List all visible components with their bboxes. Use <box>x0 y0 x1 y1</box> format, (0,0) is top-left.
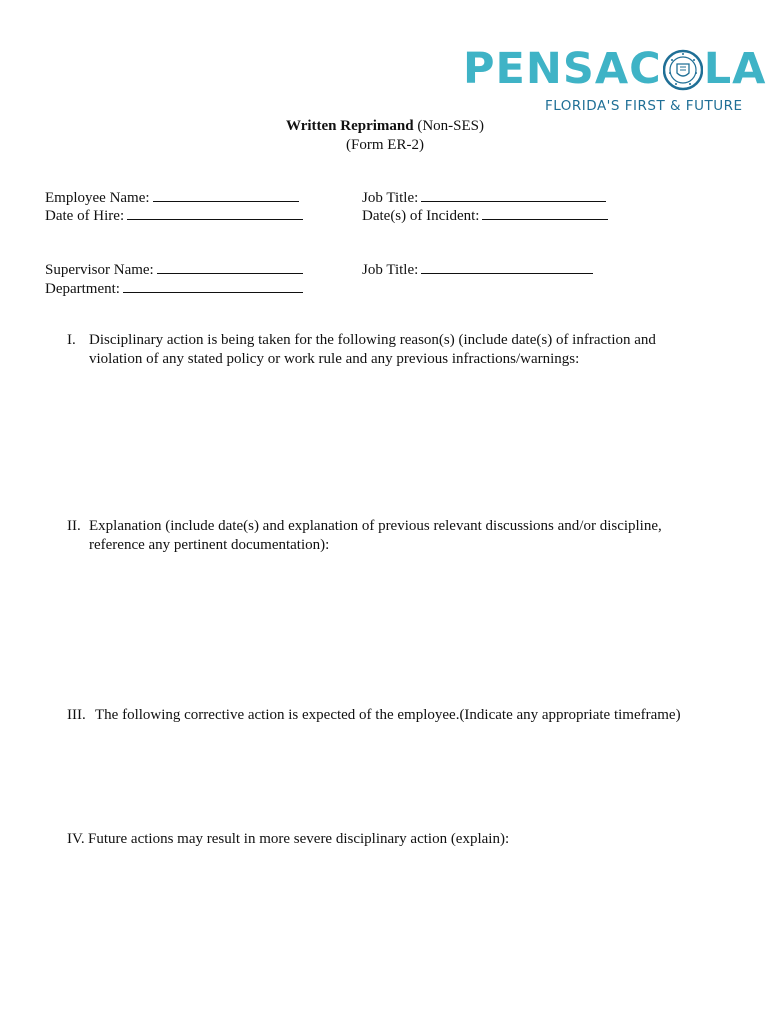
employee-name-label: Employee Name: <box>45 190 150 206</box>
section-2-text-line2: reference any pertinent documentation): <box>89 537 330 553</box>
section-3 <box>67 706 727 725</box>
dates-of-incident-label: Date(s) of Incident: <box>362 208 480 224</box>
title-main: Written Reprimand <box>285 118 414 134</box>
logo-word-left: PENSAC <box>463 44 662 94</box>
form-number: (Form ER-2) <box>346 137 424 153</box>
job-title-field <box>362 188 606 207</box>
section-1-response-area[interactable] <box>67 372 707 502</box>
section-2-response-area[interactable] <box>67 558 707 688</box>
dates-of-incident-field <box>362 206 608 225</box>
form-title <box>0 117 770 155</box>
job-title-label: Job Title: <box>362 190 419 206</box>
pensacola-logo <box>463 44 767 120</box>
section-4 <box>67 830 707 849</box>
logo-word-right: LA <box>703 44 767 94</box>
job-title-line[interactable] <box>421 188 606 202</box>
section-4-response-area[interactable] <box>67 852 707 1002</box>
section-3-response-area[interactable] <box>67 728 707 823</box>
section-3-text: The following corrective action is expected of the employee.(Indicate any appropriate timeframe) <box>95 707 681 723</box>
employee-name-field <box>45 188 299 207</box>
date-of-hire-field <box>45 206 303 225</box>
section-2-number: II. <box>67 518 81 534</box>
city-seal-icon <box>663 46 703 92</box>
department-label: Department: <box>45 281 120 297</box>
section-2 <box>67 517 707 555</box>
section-3-number: III. <box>67 707 86 723</box>
section-1-number: I. <box>67 332 76 348</box>
section-4-text: Future actions may result in more severe disciplinary action (explain): <box>88 831 510 847</box>
supervisor-name-label: Supervisor Name: <box>45 262 154 278</box>
date-of-hire-line[interactable] <box>127 206 303 220</box>
supervisor-name-line[interactable] <box>157 260 303 274</box>
supervisor-job-title-line[interactable] <box>421 260 593 274</box>
section-1-text-line1: Disciplinary action is being taken for the following reason(s) (include date(s) of infraction and <box>89 332 656 348</box>
supervisor-name-field <box>45 260 303 279</box>
section-1 <box>67 331 707 369</box>
section-4-number: IV. <box>67 831 85 847</box>
supervisor-job-title-field <box>362 260 593 279</box>
logo-wordmark <box>463 44 766 94</box>
title-suffix: (Non-SES) <box>413 118 485 134</box>
logo-tagline: FLORIDA'S FIRST & FUTURE <box>545 98 743 114</box>
section-1-text-line2: violation of any stated policy or work rule and any previous infractions/warnings: <box>89 351 580 367</box>
dates-of-incident-line[interactable] <box>482 206 608 220</box>
date-of-hire-label: Date of Hire: <box>45 208 125 224</box>
department-line[interactable] <box>123 279 303 293</box>
employee-name-line[interactable] <box>153 188 299 202</box>
department-field <box>45 279 303 298</box>
supervisor-job-title-label: Job Title: <box>362 262 419 278</box>
section-2-text-line1: Explanation (include date(s) and explanation of previous relevant discussions and/or discipline, <box>89 518 662 534</box>
